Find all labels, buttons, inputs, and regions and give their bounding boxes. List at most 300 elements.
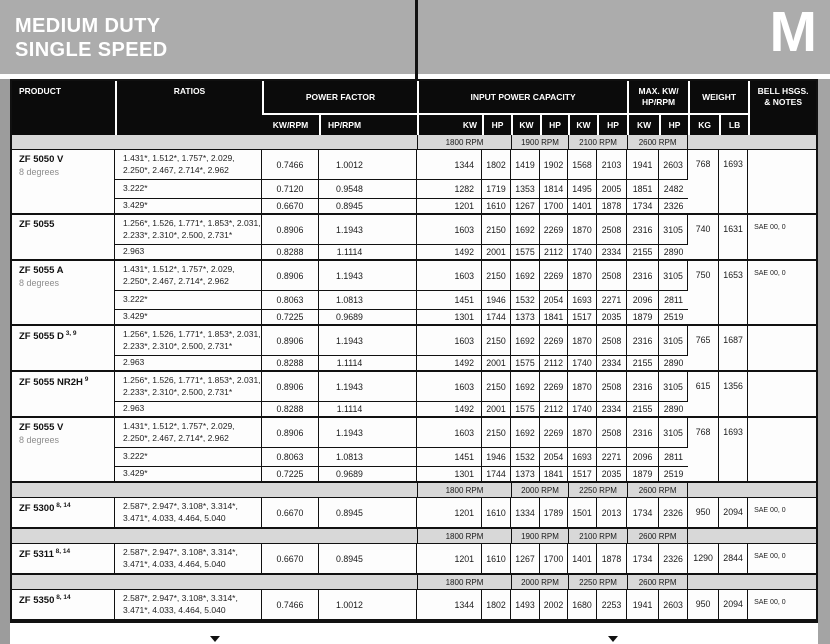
- ratios-cell: 1.431*, 1.512*, 1.757*, 2.029, 2.250*, 2.467, 2.714*, 2.962: [115, 150, 262, 180]
- col-sub-kw: KW: [417, 115, 482, 135]
- col-sub-kw-max: KW: [627, 115, 659, 135]
- weight-kg-cell: 950: [688, 498, 719, 529]
- power-value-cell: 2103: [597, 150, 627, 180]
- power-value-cell: 3105: [659, 418, 688, 448]
- product-superscript: 9: [82, 376, 89, 383]
- weight-lb-cell: 1356: [719, 372, 748, 418]
- power-value-cell: 1693: [568, 291, 597, 310]
- rpm-band-cell: 2100 RPM: [568, 135, 627, 150]
- power-value-cell: 1946: [482, 448, 511, 467]
- power-value-cell: 1941: [627, 150, 659, 180]
- col-sub-kg: KG: [688, 115, 719, 135]
- rpm-band-cell: 2600 RPM: [627, 483, 688, 498]
- hp-per-rpm-cell: 0.8945: [319, 498, 417, 529]
- kw-per-rpm-cell: 0.8906: [262, 215, 319, 245]
- power-value-cell: 2054: [540, 448, 568, 467]
- ratios-cell: 3.429*: [115, 199, 262, 215]
- power-value-cell: 1719: [482, 180, 511, 199]
- power-value-cell: 1201: [417, 199, 482, 215]
- power-value-cell: 2155: [627, 402, 659, 418]
- power-value-cell: 1692: [511, 372, 540, 402]
- hp-per-rpm-cell: 1.1114: [319, 356, 417, 372]
- hp-per-rpm-cell: 1.1114: [319, 402, 417, 418]
- power-value-cell: 2890: [659, 356, 688, 372]
- power-value-cell: 1878: [597, 544, 627, 575]
- power-value-cell: 1575: [511, 402, 540, 418]
- power-value-cell: 2316: [627, 261, 659, 291]
- weight-kg-cell: 615: [688, 372, 719, 418]
- power-value-cell: 1692: [511, 261, 540, 291]
- kw-per-rpm-cell: 0.7225: [262, 467, 319, 483]
- power-value-cell: 1373: [511, 310, 540, 326]
- power-value-cell: 2508: [597, 326, 627, 356]
- rpm-band-row: [12, 575, 816, 590]
- power-value-cell: 1870: [568, 372, 597, 402]
- rpm-band-row: [12, 135, 816, 150]
- power-value-cell: 1692: [511, 418, 540, 448]
- kw-per-rpm-cell: 0.8906: [262, 326, 319, 356]
- page-title: [15, 14, 168, 62]
- power-value-cell: 2112: [540, 356, 568, 372]
- power-value-cell: 1344: [417, 150, 482, 180]
- hp-per-rpm-cell: 0.9548: [319, 180, 417, 199]
- product-subtitle: 8 degrees: [19, 167, 60, 177]
- rpm-band-spacer: [12, 135, 417, 150]
- col-header-weight: WEIGHT: [688, 81, 748, 115]
- print-mark-triangle: [608, 636, 618, 642]
- rpm-band-spacer: [12, 529, 417, 544]
- power-value-cell: 2482: [659, 180, 688, 199]
- col-header-ratios: RATIOS: [115, 81, 262, 135]
- power-value-cell: 2155: [627, 245, 659, 261]
- left-page-margin: [0, 79, 10, 644]
- hp-per-rpm-cell: 1.1943: [319, 261, 417, 291]
- power-value-cell: 2253: [597, 590, 627, 621]
- power-value-cell: 1941: [627, 590, 659, 621]
- power-value-cell: 1789: [540, 498, 568, 529]
- kw-per-rpm-cell: 0.8906: [262, 261, 319, 291]
- power-value-cell: 1870: [568, 418, 597, 448]
- ratios-cell: 3.429*: [115, 467, 262, 483]
- power-value-cell: 2013: [597, 498, 627, 529]
- hp-per-rpm-cell: 1.1943: [319, 326, 417, 356]
- weight-lb-cell: 1693: [719, 418, 748, 483]
- power-value-cell: 1870: [568, 326, 597, 356]
- product-cell: [12, 498, 115, 529]
- col-sub-hp: HP: [482, 115, 511, 135]
- product-cell: [12, 372, 115, 418]
- power-value-cell: 1401: [568, 199, 597, 215]
- power-value-cell: 2150: [482, 326, 511, 356]
- power-value-cell: 2508: [597, 372, 627, 402]
- table-body: [12, 135, 816, 621]
- power-value-cell: 1401: [568, 544, 597, 575]
- power-value-cell: 1734: [627, 544, 659, 575]
- hp-per-rpm-cell: 1.1943: [319, 418, 417, 448]
- kw-per-rpm-cell: 0.7466: [262, 150, 319, 180]
- spec-row: [12, 418, 816, 448]
- power-value-cell: 2316: [627, 326, 659, 356]
- power-value-cell: 1334: [511, 498, 540, 529]
- power-value-cell: 1603: [417, 372, 482, 402]
- weight-lb-cell: 2094: [719, 590, 748, 621]
- spec-table-wrap: [10, 79, 818, 623]
- power-value-cell: 1532: [511, 291, 540, 310]
- power-value-cell: 1451: [417, 291, 482, 310]
- power-value-cell: 1603: [417, 326, 482, 356]
- rpm-band-cell: 2100 RPM: [568, 529, 627, 544]
- weight-lb-cell: 2844: [719, 544, 748, 575]
- power-value-cell: 1744: [482, 310, 511, 326]
- hp-per-rpm-cell: 1.1943: [319, 372, 417, 402]
- product-superscript: 8, 14: [53, 548, 71, 555]
- power-value-cell: 1493: [511, 590, 540, 621]
- power-value-cell: 2150: [482, 215, 511, 245]
- section-tab-letter: M: [769, 0, 817, 64]
- ratios-cell: 1.256*, 1.526, 1.771*, 1.853*, 2.031, 2.233*, 2.310*, 2.500, 2.731*: [115, 372, 262, 402]
- power-value-cell: 2269: [540, 372, 568, 402]
- spec-row: [12, 372, 816, 402]
- kw-per-rpm-cell: 0.7466: [262, 590, 319, 621]
- power-value-cell: 2334: [597, 356, 627, 372]
- power-value-cell: 2811: [659, 448, 688, 467]
- power-value-cell: 1692: [511, 326, 540, 356]
- power-value-cell: 1692: [511, 215, 540, 245]
- product-subtitle: 8 degrees: [19, 435, 60, 445]
- power-value-cell: 1603: [417, 418, 482, 448]
- product-superscript: 8, 14: [54, 502, 71, 509]
- rpm-band-cell: 1800 RPM: [417, 135, 511, 150]
- power-value-cell: 1870: [568, 215, 597, 245]
- hp-per-rpm-cell: 1.0012: [319, 590, 417, 621]
- rpm-band-cell: 1800 RPM: [417, 575, 511, 590]
- power-value-cell: 2316: [627, 215, 659, 245]
- power-value-cell: 2890: [659, 402, 688, 418]
- rpm-band-cell: 1800 RPM: [417, 483, 511, 498]
- product-cell: [12, 418, 115, 483]
- kw-per-rpm-cell: 0.7225: [262, 310, 319, 326]
- power-value-cell: 2150: [482, 418, 511, 448]
- kw-per-rpm-cell: 0.6670: [262, 199, 319, 215]
- power-value-cell: 1267: [511, 199, 540, 215]
- kw-per-rpm-cell: 0.8288: [262, 402, 319, 418]
- power-value-cell: 2035: [597, 467, 627, 483]
- power-value-cell: 1501: [568, 498, 597, 529]
- rpm-band-cell: 2250 RPM: [568, 483, 627, 498]
- power-value-cell: 1814: [540, 180, 568, 199]
- rpm-band-cell: 2250 RPM: [568, 575, 627, 590]
- col-sub-hp: HP: [540, 115, 568, 135]
- col-header-max-kw-hp-rpm: MAX. KW/ HP/RPM: [627, 81, 688, 115]
- power-value-cell: 2150: [482, 261, 511, 291]
- power-value-cell: 2001: [482, 245, 511, 261]
- power-value-cell: 1344: [417, 590, 482, 621]
- ratios-cell: 1.256*, 1.526, 1.771*, 1.853*, 2.031, 2.233*, 2.310*, 2.500, 2.731*: [115, 215, 262, 245]
- bell-notes-cell: [748, 418, 816, 483]
- power-value-cell: 3105: [659, 372, 688, 402]
- weight-kg-cell: 768: [688, 150, 719, 215]
- power-value-cell: 3105: [659, 215, 688, 245]
- product-cell: [12, 590, 115, 621]
- kw-per-rpm-cell: 0.7120: [262, 180, 319, 199]
- product-name: ZF 5055 NR2H: [19, 376, 83, 388]
- power-value-cell: 2271: [597, 448, 627, 467]
- col-sub-kw: KW: [568, 115, 597, 135]
- power-value-cell: 2334: [597, 245, 627, 261]
- power-value-cell: 1879: [627, 467, 659, 483]
- power-value-cell: 1301: [417, 467, 482, 483]
- power-value-cell: 2155: [627, 356, 659, 372]
- power-value-cell: 1802: [482, 590, 511, 621]
- product-subtitle: 8 degrees: [19, 278, 60, 288]
- spec-row: [12, 150, 816, 180]
- hp-per-rpm-cell: 1.0813: [319, 291, 417, 310]
- power-value-cell: 2269: [540, 326, 568, 356]
- weight-lb-cell: 1693: [719, 150, 748, 215]
- power-value-cell: 2316: [627, 418, 659, 448]
- power-value-cell: 2096: [627, 448, 659, 467]
- power-value-cell: 2269: [540, 215, 568, 245]
- kw-per-rpm-cell: 0.8288: [262, 356, 319, 372]
- product-name: ZF 5311: [19, 548, 54, 560]
- power-value-cell: 1870: [568, 261, 597, 291]
- ratios-cell: 3.429*: [115, 310, 262, 326]
- power-value-cell: 1610: [482, 498, 511, 529]
- rpm-band-cell: 1900 RPM: [511, 529, 568, 544]
- kw-per-rpm-cell: 0.8063: [262, 448, 319, 467]
- power-value-cell: 1734: [627, 199, 659, 215]
- spec-row: [12, 326, 816, 356]
- power-value-cell: 2001: [482, 356, 511, 372]
- product-name: ZF 5055 A: [19, 265, 64, 276]
- power-value-cell: 2603: [659, 150, 688, 180]
- product-cell: [12, 150, 115, 215]
- ratios-cell: 2.963: [115, 245, 262, 261]
- power-value-cell: 2269: [540, 418, 568, 448]
- rpm-band-cell: 1800 RPM: [417, 529, 511, 544]
- power-value-cell: 1734: [627, 498, 659, 529]
- power-value-cell: 1946: [482, 291, 511, 310]
- power-value-cell: 1680: [568, 590, 597, 621]
- hp-per-rpm-cell: 0.8945: [319, 199, 417, 215]
- rpm-band-spacer: [12, 483, 417, 498]
- power-value-cell: 1700: [540, 199, 568, 215]
- rpm-band-spacer: [12, 575, 417, 590]
- product-cell: [12, 215, 115, 261]
- ratios-cell: 1.256*, 1.526, 1.771*, 1.853*, 2.031, 2.233*, 2.310*, 2.500, 2.731*: [115, 326, 262, 356]
- power-value-cell: 1740: [568, 402, 597, 418]
- power-value-cell: 1575: [511, 356, 540, 372]
- power-value-cell: 2508: [597, 215, 627, 245]
- product-name: ZF 5350: [19, 594, 55, 606]
- rpm-band-cell: 2600 RPM: [627, 135, 688, 150]
- spec-row: [12, 590, 816, 621]
- power-value-cell: 2811: [659, 291, 688, 310]
- power-value-cell: 1603: [417, 261, 482, 291]
- rpm-band-cell: 2000 RPM: [511, 575, 568, 590]
- rpm-band-cell: 2000 RPM: [511, 483, 568, 498]
- power-value-cell: 1879: [627, 310, 659, 326]
- power-value-cell: 2271: [597, 291, 627, 310]
- power-value-cell: 2508: [597, 418, 627, 448]
- power-value-cell: 1744: [482, 467, 511, 483]
- power-value-cell: 2002: [540, 590, 568, 621]
- col-sub-kw: KW: [511, 115, 540, 135]
- spec-row: [12, 544, 816, 575]
- power-value-cell: 3105: [659, 261, 688, 291]
- power-value-cell: 1517: [568, 310, 597, 326]
- power-value-cell: 1902: [540, 150, 568, 180]
- power-value-cell: 1492: [417, 245, 482, 261]
- hp-per-rpm-cell: 1.0813: [319, 448, 417, 467]
- power-value-cell: 2269: [540, 261, 568, 291]
- bell-notes-cell: SAE 00, 0: [748, 261, 816, 326]
- weight-lb-cell: 2094: [719, 498, 748, 529]
- kw-per-rpm-cell: 0.6670: [262, 544, 319, 575]
- kw-per-rpm-cell: 0.8906: [262, 418, 319, 448]
- power-value-cell: 1693: [568, 448, 597, 467]
- col-sub-lb: LB: [719, 115, 748, 135]
- col-header-input-power-capacity: INPUT POWER CAPACITY: [417, 81, 627, 115]
- power-value-cell: 2112: [540, 245, 568, 261]
- power-value-cell: 1740: [568, 356, 597, 372]
- rpm-band-row: [12, 483, 816, 498]
- ratios-cell: 2.963: [115, 356, 262, 372]
- power-value-cell: 1267: [511, 544, 540, 575]
- power-value-cell: 2334: [597, 402, 627, 418]
- product-cell: [12, 544, 115, 575]
- power-value-cell: 1282: [417, 180, 482, 199]
- power-value-cell: 3105: [659, 326, 688, 356]
- col-sub-hp-max: HP: [659, 115, 688, 135]
- kw-per-rpm-cell: 0.6670: [262, 498, 319, 529]
- power-value-cell: 2035: [597, 310, 627, 326]
- weight-lb-cell: 1653: [719, 261, 748, 326]
- power-value-cell: 2001: [482, 402, 511, 418]
- power-value-cell: 1201: [417, 498, 482, 529]
- power-value-cell: 2508: [597, 261, 627, 291]
- product-name: ZF 5055 D: [19, 330, 64, 342]
- power-value-cell: 1610: [482, 199, 511, 215]
- col-sub-hp-rpm: HP/RPM: [319, 115, 417, 135]
- power-value-cell: 2005: [597, 180, 627, 199]
- rpm-band-spacer: [688, 529, 816, 544]
- title-line-2: SINGLE SPEED: [15, 39, 168, 61]
- kw-per-rpm-cell: 0.8906: [262, 372, 319, 402]
- print-mark-triangle: [210, 636, 220, 642]
- product-name: ZF 5300: [19, 502, 55, 514]
- power-value-cell: 1575: [511, 245, 540, 261]
- title-line-1: MEDIUM DUTY: [15, 15, 161, 37]
- product-name: ZF 5055: [19, 219, 55, 230]
- spec-row: [12, 498, 816, 529]
- rpm-band-spacer: [688, 483, 816, 498]
- power-value-cell: 2603: [659, 590, 688, 621]
- power-value-cell: 1603: [417, 215, 482, 245]
- rpm-band-cell: 1900 RPM: [511, 135, 568, 150]
- bell-notes-cell: [748, 326, 816, 372]
- bell-notes-cell: SAE 00, 0: [748, 590, 816, 621]
- header-divider-line: [415, 0, 418, 79]
- product-cell: [12, 326, 115, 372]
- product-superscript: 8, 14: [54, 594, 71, 601]
- ratios-cell: 2.963: [115, 402, 262, 418]
- hp-per-rpm-cell: 0.8945: [319, 544, 417, 575]
- header-group-row: [12, 81, 816, 115]
- power-value-cell: 1517: [568, 467, 597, 483]
- spec-table: [10, 79, 818, 623]
- weight-kg-cell: 1290: [688, 544, 719, 575]
- weight-lb-cell: 1631: [719, 215, 748, 261]
- weight-lb-cell: 1687: [719, 326, 748, 372]
- power-value-cell: 2096: [627, 291, 659, 310]
- ratios-cell: 2.587*, 2.947*, 3.108*, 3.314*, 3.471*, 4.033, 4.464, 5.040: [115, 498, 262, 529]
- power-value-cell: 2326: [659, 199, 688, 215]
- power-value-cell: 1802: [482, 150, 511, 180]
- power-value-cell: 1700: [540, 544, 568, 575]
- power-value-cell: 1419: [511, 150, 540, 180]
- hp-per-rpm-cell: 1.0012: [319, 150, 417, 180]
- kw-per-rpm-cell: 0.8288: [262, 245, 319, 261]
- power-value-cell: 2326: [659, 544, 688, 575]
- table-head: [12, 81, 816, 135]
- col-sub-hp: HP: [597, 115, 627, 135]
- power-value-cell: 2150: [482, 372, 511, 402]
- power-value-cell: 2326: [659, 498, 688, 529]
- col-header-bell-hsgs-notes: BELL HSGS. & NOTES: [748, 81, 816, 135]
- power-value-cell: 1740: [568, 245, 597, 261]
- bell-notes-cell: [748, 150, 816, 215]
- rpm-band-cell: 2600 RPM: [627, 575, 688, 590]
- ratios-cell: 3.222*: [115, 291, 262, 310]
- power-value-cell: 2890: [659, 245, 688, 261]
- power-value-cell: 1841: [540, 467, 568, 483]
- power-value-cell: 1301: [417, 310, 482, 326]
- hp-per-rpm-cell: 0.9689: [319, 467, 417, 483]
- power-value-cell: 1851: [627, 180, 659, 199]
- rpm-band-spacer: [688, 135, 816, 150]
- col-header-power-factor: POWER FACTOR: [262, 81, 417, 115]
- power-value-cell: 1373: [511, 467, 540, 483]
- weight-kg-cell: 765: [688, 326, 719, 372]
- power-value-cell: 2112: [540, 402, 568, 418]
- weight-kg-cell: 950: [688, 590, 719, 621]
- product-name: ZF 5055 V: [19, 422, 64, 433]
- spec-row: [12, 215, 816, 245]
- kw-per-rpm-cell: 0.8063: [262, 291, 319, 310]
- power-value-cell: 2519: [659, 310, 688, 326]
- power-value-cell: 1532: [511, 448, 540, 467]
- weight-kg-cell: 740: [688, 215, 719, 261]
- ratios-cell: 3.222*: [115, 448, 262, 467]
- bell-notes-cell: [748, 372, 816, 418]
- power-value-cell: 1878: [597, 199, 627, 215]
- ratios-cell: 2.587*, 2.947*, 3.108*, 3.314*, 3.471*, 4.033, 4.464, 5.040: [115, 590, 262, 621]
- power-value-cell: 1353: [511, 180, 540, 199]
- hp-per-rpm-cell: 0.9689: [319, 310, 417, 326]
- power-value-cell: 1841: [540, 310, 568, 326]
- weight-kg-cell: 750: [688, 261, 719, 326]
- power-value-cell: 1492: [417, 402, 482, 418]
- rpm-band-cell: 2600 RPM: [627, 529, 688, 544]
- weight-kg-cell: 768: [688, 418, 719, 483]
- right-page-margin: [818, 79, 830, 644]
- bell-notes-cell: SAE 00, 0: [748, 498, 816, 529]
- ratios-cell: 1.431*, 1.512*, 1.757*, 2.029, 2.250*, 2.467, 2.714*, 2.962: [115, 418, 262, 448]
- power-value-cell: 2054: [540, 291, 568, 310]
- power-value-cell: 1610: [482, 544, 511, 575]
- rpm-band-row: [12, 529, 816, 544]
